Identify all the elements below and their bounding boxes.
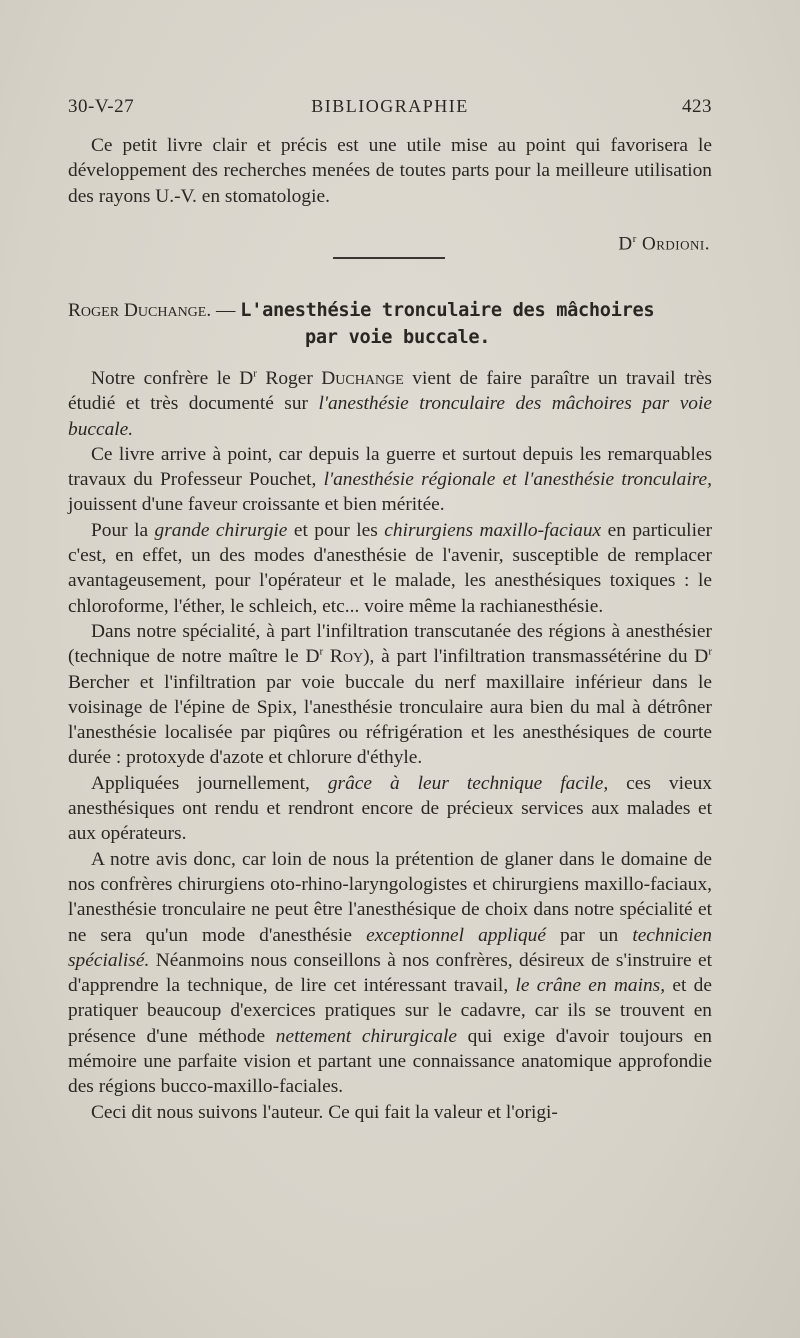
previous-review-ending [68,133,712,209]
header-date: 30-V-27 [68,96,135,117]
signature-name: Ordioni. [642,233,710,255]
review-dash: — [216,300,236,321]
p4-text-a: Dans notre spécialité, à part l'infiltration transcutanée des régions à anesthésier (technique de notre maître le D [68,620,712,668]
reviewer-signature [618,233,710,255]
p4-text-b: ), à part l'infiltration transmassétérine du D [363,646,709,668]
p1-text-b: Roger [256,368,322,389]
p3-italic-2: chirurgiens maxillo-faciaux [384,519,602,541]
p5-italic: grâce à leur technique facile, [327,772,609,794]
header-section-title: BIBLIOGRAPHIE [311,96,469,116]
signature-prefix: D [618,233,633,255]
paragraph-2 [68,442,712,518]
review-body [68,366,712,1125]
review-heading-line1 [68,297,712,324]
p6-italic-1: exceptionnel appliqué [366,924,546,946]
p6-text-e: qui exige d'avoir toujours en mémoire une parfaite vision et partant une connaissance anatomique approfondie des régions bucco-maxillo-faciales. [68,1025,712,1098]
p1-text-a: Notre confrère le D [91,368,254,389]
p2-text-a: Ce livre arrive à point, car depuis la guerre et surtout depuis les remarquables travaux du Professeur Pouchet, [68,443,712,491]
p6-text-c: Néanmoins nous conseillons à nos confrères, désireux de s'instruire et d'apprendre la technique, de lire cet intéressant travail, [68,949,712,997]
paragraph-4 [68,619,712,771]
p6-text-d: et de pratiquer beaucoup d'exercices pratiques sur le cadavre, car ils se trouvent en présence d'une méthode [68,975,712,1047]
p2-text-b: jouissent d'une faveur croissante et bien méritée. [68,494,445,516]
p1-author-name: Duchange [321,368,404,389]
paragraph-3 [68,518,712,619]
p6-text-a: A notre avis donc, car loin de nous la prétention de glaner dans le domaine de nos confrères chirurgiens oto-rhino-laryngologistes et chirurgiens maxillo-faciaux, l'anesthésie tronculaire ne peut être l'anesthésique de choix dans notre spécialité et ne sera qu'un mode d'anesthésie [68,848,712,946]
p3-text-b: et pour les [287,519,385,541]
signature-sup: r [632,233,637,245]
p1-sup: r [253,367,257,380]
running-header [68,96,712,124]
p4-sup-1: r [319,645,324,658]
review-heading-line2 [68,324,712,351]
paragraph-7: Ceci dit nous suivons l'auteur. Ce qui fait la valeur et l'origi- [91,1101,558,1123]
p2-italic: l'anesthésie régionale et l'anesthésie tronculaire, [323,469,712,491]
p6-text-b: par un [545,924,633,946]
p1-text-c: vient de faire paraître un travail très étudié et très documenté sur [68,368,712,415]
intro-paragraph: Ce petit livre clair et précis est une utile mise au point qui favorisera le développement des recherches menées de toutes parts pour la meilleure utilisation des rayons U.-V. en stomatologie. [68,135,712,207]
page-number: 423 [682,96,712,117]
p5-text-a: Appliquées journellement, [91,772,328,794]
p1-italic-title: l'anesthésie tronculaire des mâchoires par voie buccale. [68,393,712,440]
p3-italic-1: grande chirurgie [154,519,288,541]
p6-italic-2: technicien spécialisé. [68,924,712,971]
section-divider [333,257,445,259]
p4-sup-2: r [708,645,712,658]
review-book-title-line2: par voie buccale. [305,327,491,348]
p6-italic-3: le crâne en mains, [515,975,666,997]
paragraph-1 [68,366,712,442]
p5-text-b: ces vieux anesthésiques ont rendu et rendront encore de précieux services aux malades et aux opérateurs. [68,772,712,845]
p4-text-c: Bercher et l'infiltration par voie buccale du nerf maxillaire inférieur dans le voisinage de l'épine de Spix, l'anesthésie tronculaire aura bien du mal à détrôner l'anesthésie localisée par piqûres ou réfrigération et les anesthésiques de courte durée : protoxyde d'azote et chlorure d'éthyle. [68,671,712,769]
paragraph-6 [68,847,712,1100]
p3-text-a: Pour la [91,519,155,541]
p6-italic-4: nettement chirurgicale [275,1025,457,1047]
review-heading [68,297,712,351]
paragraph-5 [68,771,712,847]
review-author: Roger Duchange. [68,300,212,321]
review-book-title-line1: L'anesthésie tronculaire des mâchoires [240,300,655,321]
p3-text-c: en particulier c'est, en effet, un des modes d'anesthésie de l'avenir, susceptible de remplacer avantageusement, pour l'opérateur et le malade, les anesthésiques toxiques : le chloroforme, l'éther, le schleich, etc... voire même la rachianesthésie. [68,519,713,617]
p4-name: Roy [323,646,364,668]
